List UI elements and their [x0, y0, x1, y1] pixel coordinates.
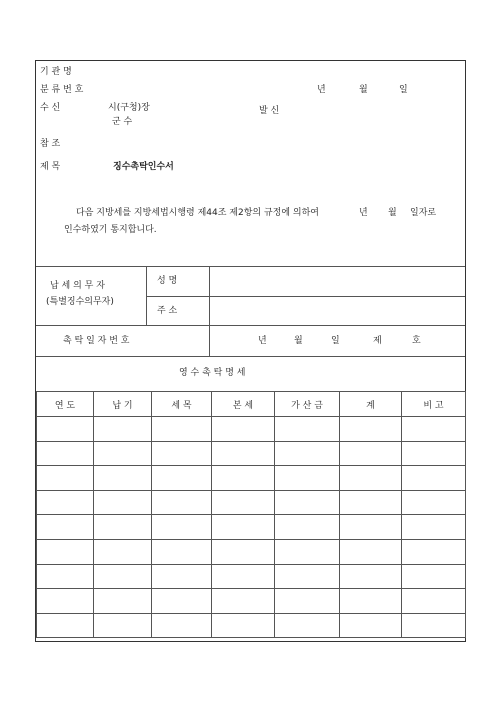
- commission-no-suffix: 호: [412, 336, 421, 346]
- date-month: 월: [359, 85, 368, 95]
- table-cell[interactable]: [152, 539, 212, 564]
- table-cell[interactable]: [402, 441, 466, 466]
- table-cell[interactable]: [94, 539, 152, 564]
- table-cell[interactable]: [152, 466, 212, 491]
- table-cell[interactable]: [340, 466, 402, 491]
- table-cell[interactable]: [340, 613, 402, 638]
- col-surcharge: 가 산 금: [275, 392, 340, 417]
- table-cell[interactable]: [212, 613, 275, 638]
- table-cell[interactable]: [212, 490, 275, 515]
- divider-commission-bottom: [36, 356, 465, 357]
- taxpayer-col2-divider: [209, 266, 210, 356]
- commission-day: 일: [331, 336, 340, 346]
- table-cell[interactable]: [94, 564, 152, 589]
- table-cell[interactable]: [37, 589, 94, 614]
- table-cell[interactable]: [212, 564, 275, 589]
- table-cell[interactable]: [402, 613, 466, 638]
- table-cell[interactable]: [340, 564, 402, 589]
- table-cell[interactable]: [275, 441, 340, 466]
- divider-taxpayer-bottom: [36, 325, 465, 326]
- table-row: [37, 539, 466, 564]
- date-year: 년: [317, 85, 326, 95]
- taxpayer-label-line2: (특별징수의무자): [46, 297, 114, 307]
- subject-value: 징수촉탁인수서: [113, 162, 174, 172]
- divider-name-address: [146, 296, 465, 297]
- table-cell[interactable]: [212, 466, 275, 491]
- col-principal: 본 세: [212, 392, 275, 417]
- table-cell[interactable]: [340, 515, 402, 540]
- table-cell[interactable]: [275, 613, 340, 638]
- table-cell[interactable]: [94, 417, 152, 442]
- table-row: [37, 613, 466, 638]
- detail-header-row: [37, 392, 466, 417]
- table-cell[interactable]: [402, 417, 466, 442]
- table-cell[interactable]: [37, 564, 94, 589]
- commission-no-prefix: 제: [373, 336, 382, 346]
- table-row: [37, 466, 466, 491]
- divider-taxpayer-top: [36, 266, 465, 267]
- table-row: [37, 490, 466, 515]
- commission-month: 월: [294, 336, 303, 346]
- table-cell[interactable]: [212, 417, 275, 442]
- table-cell[interactable]: [212, 589, 275, 614]
- table-cell[interactable]: [152, 589, 212, 614]
- table-cell[interactable]: [402, 589, 466, 614]
- table-cell[interactable]: [275, 589, 340, 614]
- detail-table: [36, 391, 466, 638]
- col-year: 연 도: [37, 392, 94, 417]
- recipient-value-line1: 시(구청)장: [108, 103, 150, 113]
- table-cell[interactable]: [152, 417, 212, 442]
- table-cell[interactable]: [340, 589, 402, 614]
- table-cell[interactable]: [94, 613, 152, 638]
- table-cell[interactable]: [275, 539, 340, 564]
- table-cell[interactable]: [212, 441, 275, 466]
- subject-label: 제 목: [40, 162, 61, 172]
- table-cell[interactable]: [340, 539, 402, 564]
- table-row: [37, 564, 466, 589]
- table-cell[interactable]: [94, 589, 152, 614]
- table-cell[interactable]: [275, 515, 340, 540]
- commission-year: 년: [258, 336, 267, 346]
- date-day: 일: [399, 85, 408, 95]
- body-line1-year: 년: [359, 208, 368, 218]
- table-row: [37, 441, 466, 466]
- table-cell[interactable]: [152, 515, 212, 540]
- table-cell[interactable]: [340, 490, 402, 515]
- body-line1-month: 월: [388, 208, 397, 218]
- taxpayer-label-line1: 납 세 의 무 자: [50, 281, 105, 291]
- class-no-label: 분 류 번 호: [40, 85, 84, 95]
- table-cell[interactable]: [152, 564, 212, 589]
- body-line2: 인수하였기 통지합니다.: [64, 225, 157, 235]
- table-cell[interactable]: [340, 417, 402, 442]
- body-line1-day: 일자로: [410, 208, 437, 218]
- taxpayer-col1-divider: [146, 266, 147, 325]
- commission-label: 촉 탁 일 자 번 호: [63, 336, 130, 346]
- table-cell[interactable]: [37, 490, 94, 515]
- reference-label: 참 조: [40, 139, 61, 149]
- table-cell[interactable]: [94, 515, 152, 540]
- table-cell[interactable]: [340, 441, 402, 466]
- table-cell[interactable]: [402, 490, 466, 515]
- table-cell[interactable]: [275, 564, 340, 589]
- col-total: 계: [340, 392, 402, 417]
- table-cell[interactable]: [94, 490, 152, 515]
- recipient-label: 수 신: [40, 103, 61, 113]
- col-remarks: 비 고: [402, 392, 466, 417]
- table-cell[interactable]: [402, 539, 466, 564]
- agency-label: 기 관 명: [40, 67, 72, 77]
- table-cell[interactable]: [37, 539, 94, 564]
- detail-title: 영 수 촉 탁 명 세: [179, 368, 246, 378]
- table-cell[interactable]: [37, 613, 94, 638]
- col-due: 납 기: [94, 392, 152, 417]
- address-label: 주 소: [157, 306, 178, 316]
- table-cell[interactable]: [37, 466, 94, 491]
- name-label: 성 명: [157, 276, 178, 286]
- table-cell[interactable]: [212, 539, 275, 564]
- sender-label: 발 신: [259, 106, 280, 116]
- table-cell[interactable]: [37, 417, 94, 442]
- table-cell[interactable]: [152, 490, 212, 515]
- recipient-value-line2: 군 수: [112, 117, 133, 127]
- table-cell[interactable]: [94, 466, 152, 491]
- table-cell[interactable]: [402, 564, 466, 589]
- col-tax-item: 세 목: [152, 392, 212, 417]
- table-cell[interactable]: [275, 466, 340, 491]
- table-row: [37, 417, 466, 442]
- document-frame: [35, 60, 466, 642]
- table-cell[interactable]: [402, 515, 466, 540]
- body-line1: 다음 지방세를 지방세법시행령 제44조 제2항의 규정에 의하여: [76, 208, 320, 218]
- table-row: [37, 515, 466, 540]
- table-row: [37, 589, 466, 614]
- table-cell[interactable]: [37, 515, 94, 540]
- table-cell[interactable]: [212, 515, 275, 540]
- table-cell[interactable]: [275, 417, 340, 442]
- table-cell[interactable]: [37, 441, 94, 466]
- table-cell[interactable]: [94, 441, 152, 466]
- table-cell[interactable]: [402, 466, 466, 491]
- table-cell[interactable]: [275, 490, 340, 515]
- table-cell[interactable]: [152, 613, 212, 638]
- table-cell[interactable]: [152, 441, 212, 466]
